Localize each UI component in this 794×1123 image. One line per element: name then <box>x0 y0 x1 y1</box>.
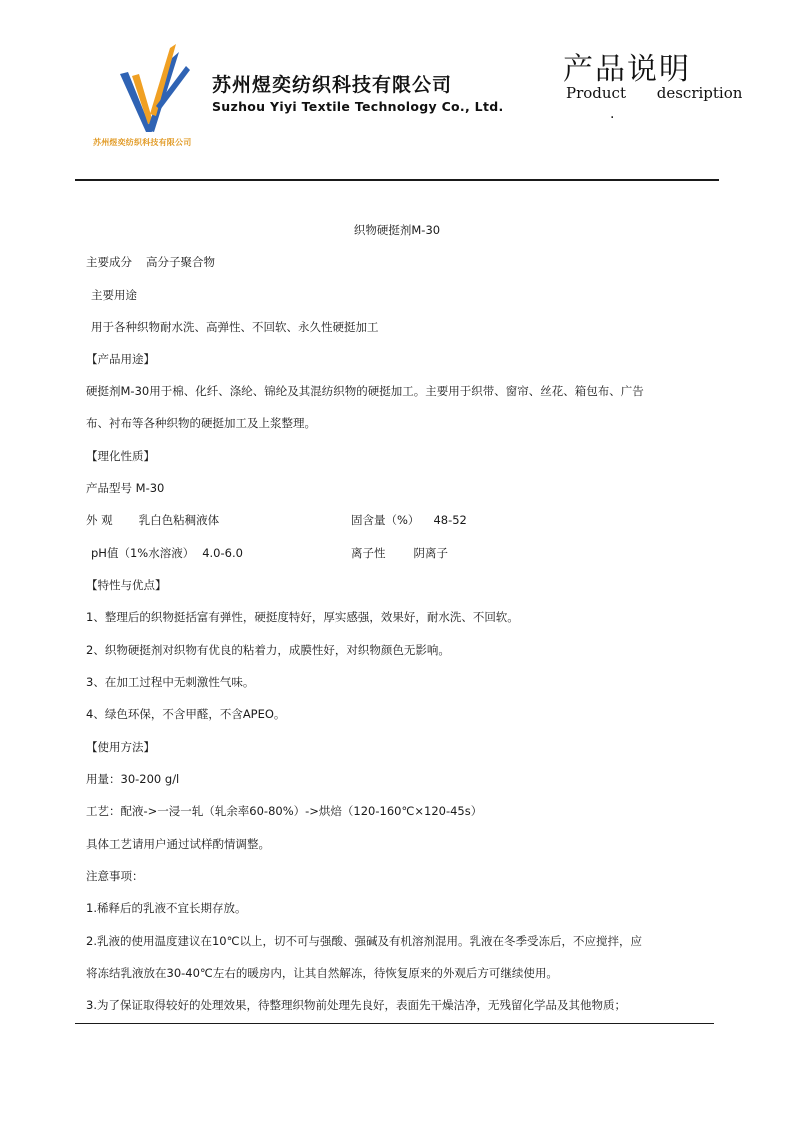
header-divider <box>75 179 719 181</box>
doc-title-cn: 产品说明 <box>563 52 691 87</box>
ph-label: pH值（1%水溶液） <box>91 546 195 560</box>
ionic-row <box>351 545 448 561</box>
note-item: 3.为了保证取得较好的处理效果，待整理织物前处理先良好，表面先干燥洁净，无残留化学品及其他物质； <box>86 998 626 1012</box>
logo-caption: 苏州煜奕纺织科技有限公司 <box>93 138 192 147</box>
note-item: 2.乳液的使用温度建议在10℃以上，切不可与强酸、强碱及有机溶剂混用。乳液在冬季受冻后，不应搅拌，应 <box>86 934 643 948</box>
ph-value: 4.0-6.0 <box>202 546 243 560</box>
product-title: 织物硬挺剂M-30 <box>353 223 441 237</box>
use-label: 主要用途 <box>91 288 137 302</box>
note-item: 将冻结乳液放在30-40℃左右的暖房内，让其自然解冻，待恢复原来的外观后方可继续使用。 <box>86 966 558 980</box>
note-item: 1.稀释后的乳液不宜长期存放。 <box>86 901 247 915</box>
company-name-en: Suzhou Yiyi Textile Technology Co., Ltd. <box>212 99 504 114</box>
doc-title-en: Product description <box>566 84 743 102</box>
solid-content-row <box>351 512 467 528</box>
feature-item: 1、整理后的织物挺括富有弹性，硬挺度特好，厚实感强，效果好，耐水洗、不回软。 <box>86 610 519 624</box>
composition-value: 高分子聚合物 <box>146 255 215 269</box>
doc-title-dot: . <box>610 106 615 122</box>
solid-content-value: 48-52 <box>433 513 467 527</box>
usage-line-1: 硬挺剂M-30用于棉、化纤、涤纶、锦纶及其混纺织物的硬挺加工。主要用于织带、窗帘、丝花、箱包布、广告 <box>86 384 644 398</box>
ionic-label: 离子性 <box>351 546 386 560</box>
process: 工艺：配液->一浸一轧（轧余率60-80%）->烘焙（120-160℃×120-45s） <box>86 804 483 818</box>
dosage: 用量：30-200 g/l <box>86 772 180 786</box>
props-heading: 【理化性质】 <box>86 449 155 463</box>
method-heading: 【使用方法】 <box>86 740 155 754</box>
company-name-cn: 苏州煜奕纺织科技有限公司 <box>212 74 453 96</box>
solid-content-label: 固含量（%） <box>351 513 420 527</box>
usage-line-2: 布、衬布等各种织物的硬挺加工及上浆整理。 <box>86 416 316 430</box>
feature-item: 4、绿色环保，不含甲醛，不含APEO。 <box>86 707 286 721</box>
appearance-value: 乳白色粘稠液体 <box>138 513 220 527</box>
company-logo-icon <box>112 44 192 136</box>
composition-label: 主要成分 <box>86 255 132 269</box>
features-heading: 【特性与优点】 <box>86 578 167 592</box>
usage-heading: 【产品用途】 <box>86 352 155 366</box>
ph-row <box>91 545 243 561</box>
footer-divider <box>75 1023 714 1024</box>
use-value: 用于各种织物耐水洗、高弹性、不回软、永久性硬挺加工 <box>91 320 379 334</box>
feature-item: 2、织物硬挺剂对织物有优良的粘着力，成膜性好，对织物颜色无影响。 <box>86 643 450 657</box>
appearance-label: 外 观 <box>86 513 113 527</box>
composition-row <box>86 254 215 270</box>
feature-item: 3、在加工过程中无刺激性气味。 <box>86 675 255 689</box>
adjust-note: 具体工艺请用户通过试样酌情调整。 <box>86 837 270 851</box>
ionic-value: 阴离子 <box>413 546 448 560</box>
notes-heading: 注意事项： <box>86 869 144 883</box>
appearance-row <box>86 512 219 528</box>
product-model: 产品型号 M-30 <box>86 481 165 495</box>
